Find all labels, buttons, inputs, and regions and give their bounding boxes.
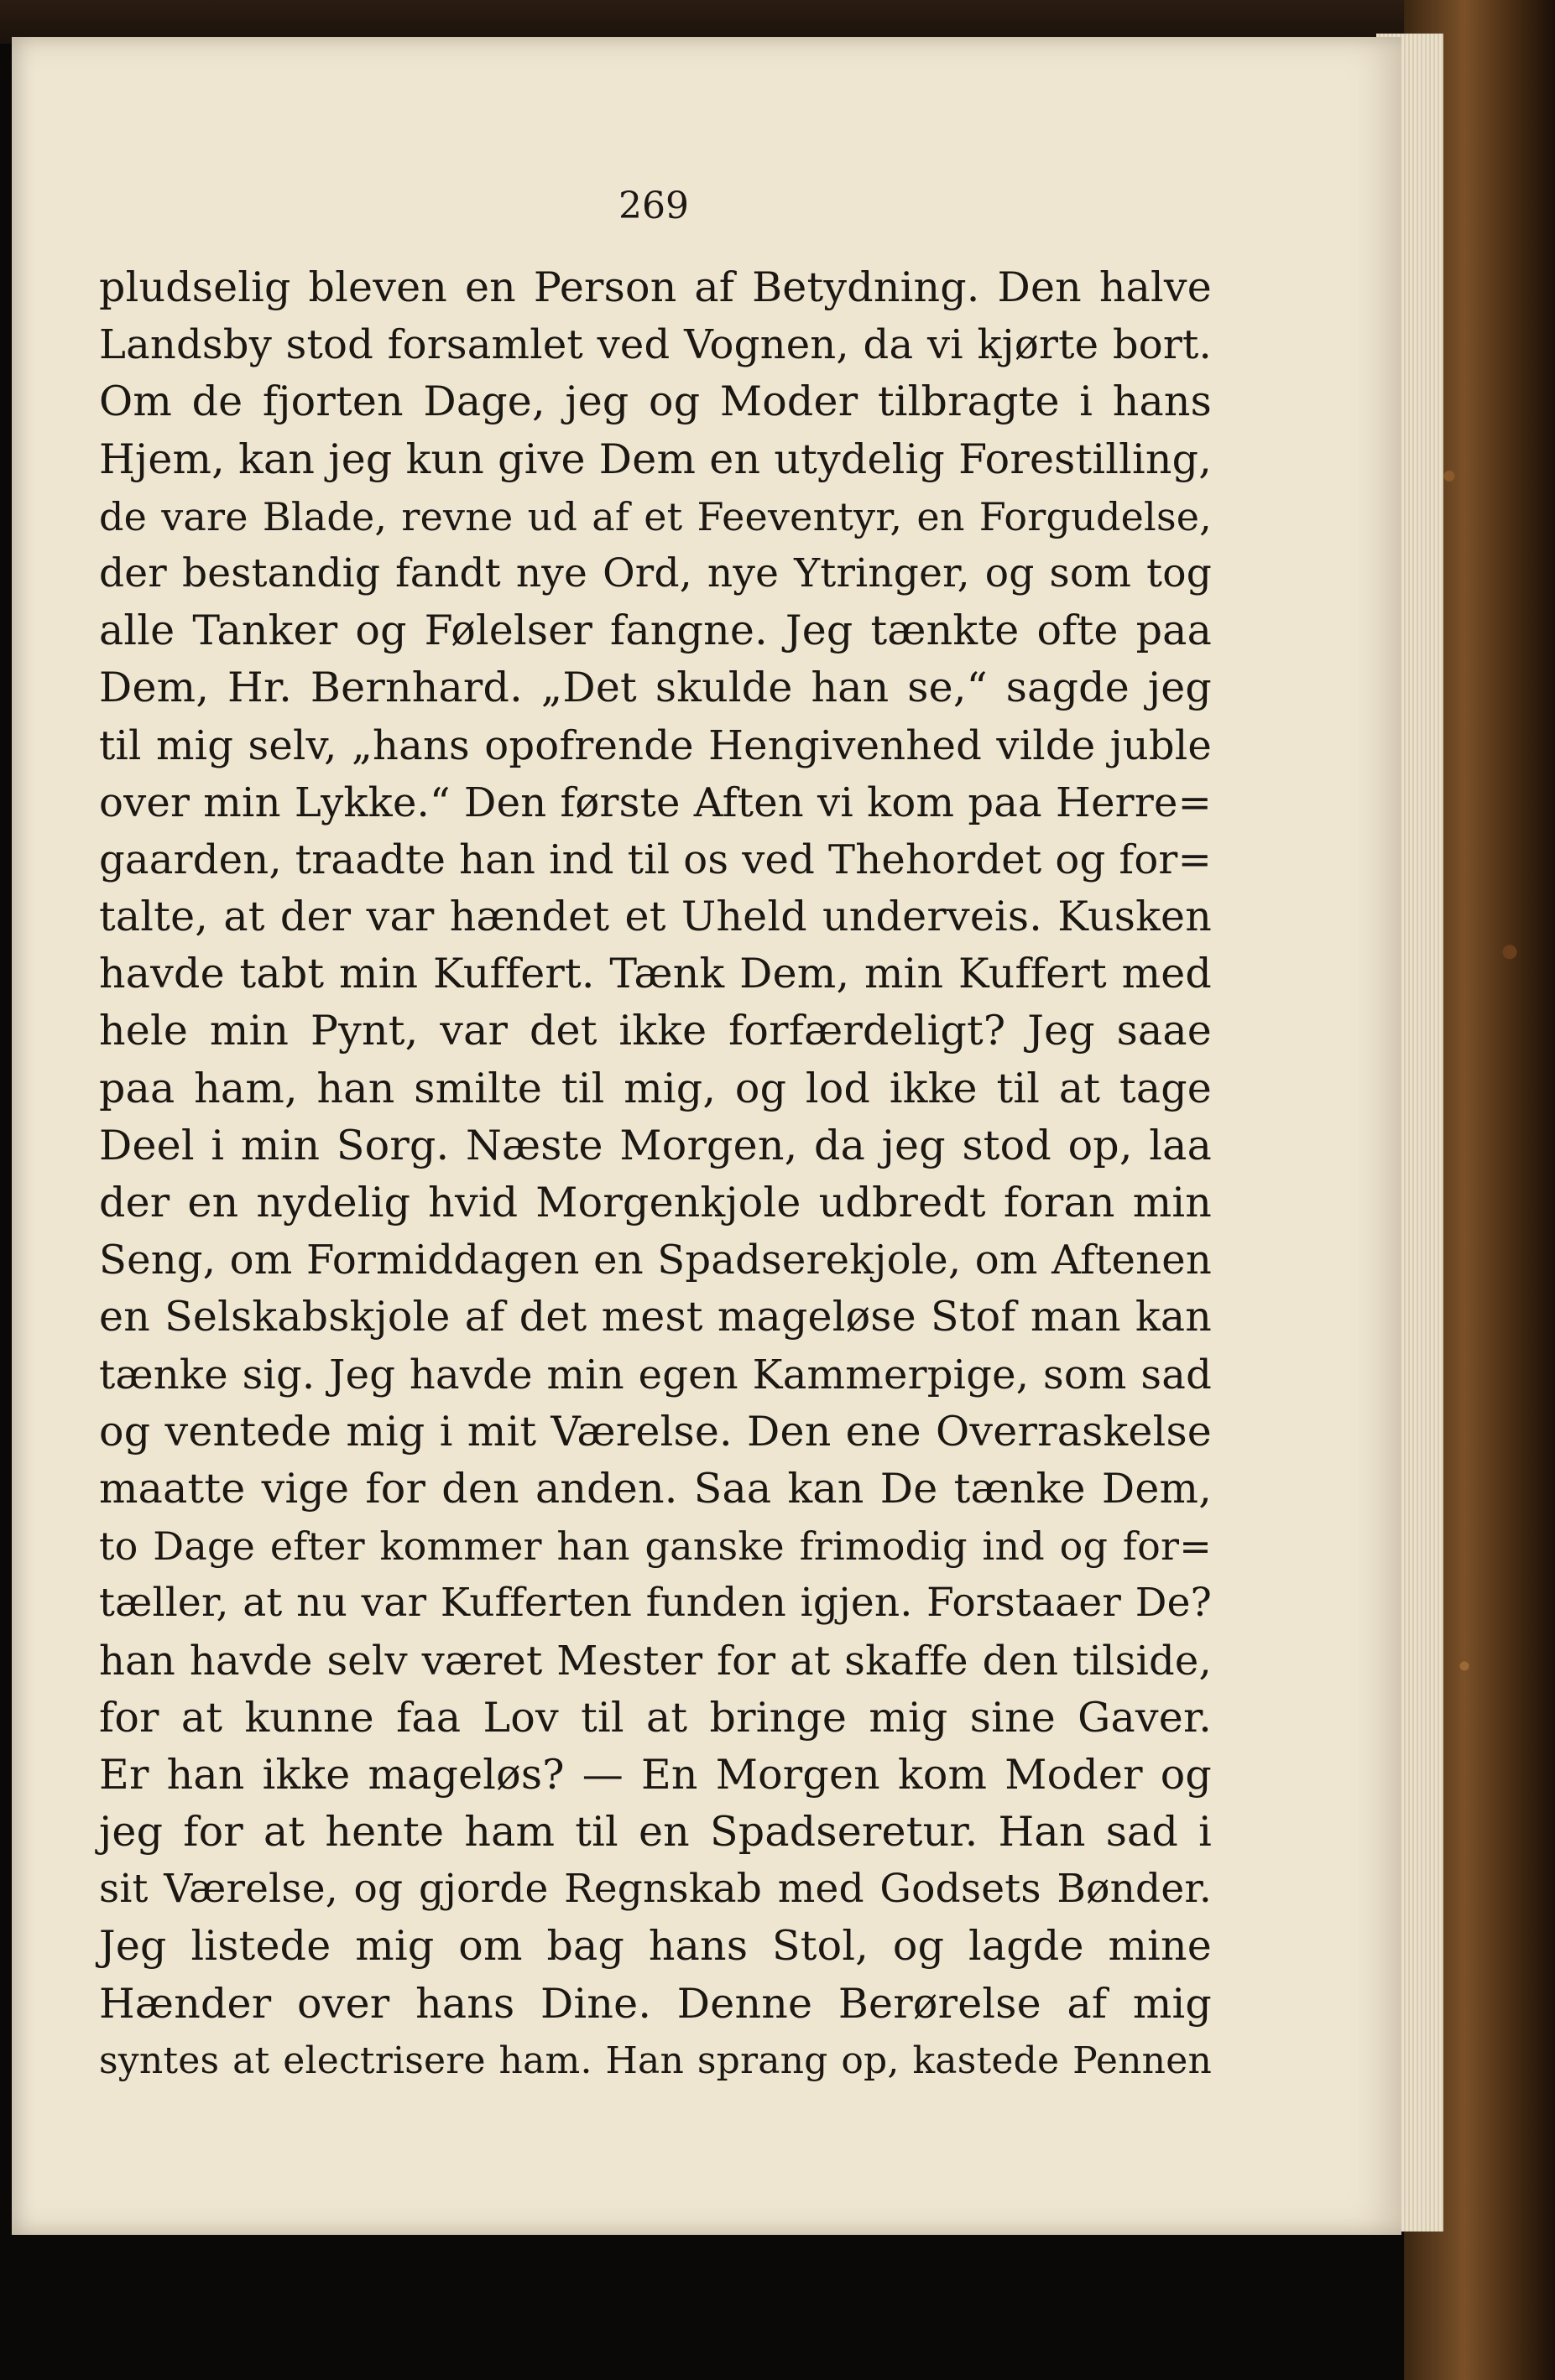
text-line: for at kunne faa Lov til at bringe mig sine Gaver. <box>99 1693 1212 1742</box>
text-line: Om de fjorten Dage, jeg og Moder tilbragte i hans <box>99 378 1212 426</box>
text-line: der bestandig fandt nye Ord, nye Ytringer, og som tog <box>99 549 1212 596</box>
text-line: tæller, at nu var Kufferten funden igjen. Forstaaer De? <box>99 1580 1212 1627</box>
text-line: Dem, Hr. Bernhard. „Det skulde han se,“ sagde jeg <box>99 664 1212 712</box>
text-line: til mig selv, „hans opofrende Hengivenhed vilde juble <box>99 721 1212 769</box>
body-text <box>99 259 1212 2090</box>
page-number: 269 <box>618 185 689 227</box>
text-line: alle Tanker og Følelser fangne. Jeg tænkte ofte paa <box>99 607 1212 655</box>
text-line: havde tabt min Kuffert. Tænk Dem, min Kuffert med <box>99 950 1212 998</box>
text-line: Jeg listede mig om bag hans Stol, og lagde mine <box>99 1922 1212 1971</box>
text-line: Seng, om Formiddagen en Spadserekjole, om Aftenen <box>99 1237 1212 1284</box>
text-line: maatte vige for den anden. Saa kan De tænke Dem, <box>99 1464 1212 1513</box>
text-line: gaarden, traadte han ind til os ved Thehordet og for= <box>99 836 1212 883</box>
text-line: over min Lykke.“ Den første Aften vi kom paa Herre= <box>99 779 1212 826</box>
text-line: Hjem, kan jeg kun give Dem en utydelig Forestilling, <box>99 435 1212 483</box>
text-line: talte, at der var hændet et Uheld underveis. Kusken <box>99 893 1212 941</box>
text-line: de vare Blade, revne ud af et Feeventyr, en Forgudelse, <box>99 493 1212 539</box>
text-line: Landsby stod forsamlet ved Vognen, da vi kjørte bort. <box>99 321 1212 369</box>
text-line: jeg for at hente ham til en Spadseretur. Han sad i <box>99 1808 1212 1857</box>
text-line: syntes at electrisere ham. Han sprang op, kastede Pennen <box>99 2039 1212 2082</box>
text-line: der en nydelig hvid Morgenkjole udbredt foran min <box>99 1179 1212 1226</box>
text-line: sit Værelse, og gjorde Regnskab med Godsets Bønder. <box>99 1866 1212 1913</box>
text-line: han havde selv været Mester for at skaffe den tilside, <box>99 1637 1212 1685</box>
text-line: to Dage efter kommer han ganske frimodig ind og for= <box>99 1523 1212 1570</box>
text-line: Er han ikke mageløs? — En Morgen kom Moder og <box>99 1750 1212 1799</box>
text-line: en Selskabskjole af det mest mageløse Stof man kan <box>99 1293 1212 1341</box>
text-line: og ventede mig i mit Værelse. Den ene Overraskelse <box>99 1407 1212 1456</box>
text-line: paa ham, han smilte til mig, og lod ikke til at tage <box>99 1064 1212 1112</box>
text-line: hele min Pynt, var det ikke forfærdeligt? Jeg saae <box>99 1007 1212 1055</box>
text-line: Deel i min Sorg. Næste Morgen, da jeg stod op, laa <box>99 1121 1212 1169</box>
text-line: tænke sig. Jeg havde min egen Kammerpige, som sad <box>99 1351 1212 1398</box>
book-page <box>12 37 1401 2235</box>
text-line: Hænder over hans Dine. Denne Berørelse af mig <box>99 1979 1212 2028</box>
text-line: pludselig bleven en Person af Betydning. Den halve <box>99 263 1212 311</box>
